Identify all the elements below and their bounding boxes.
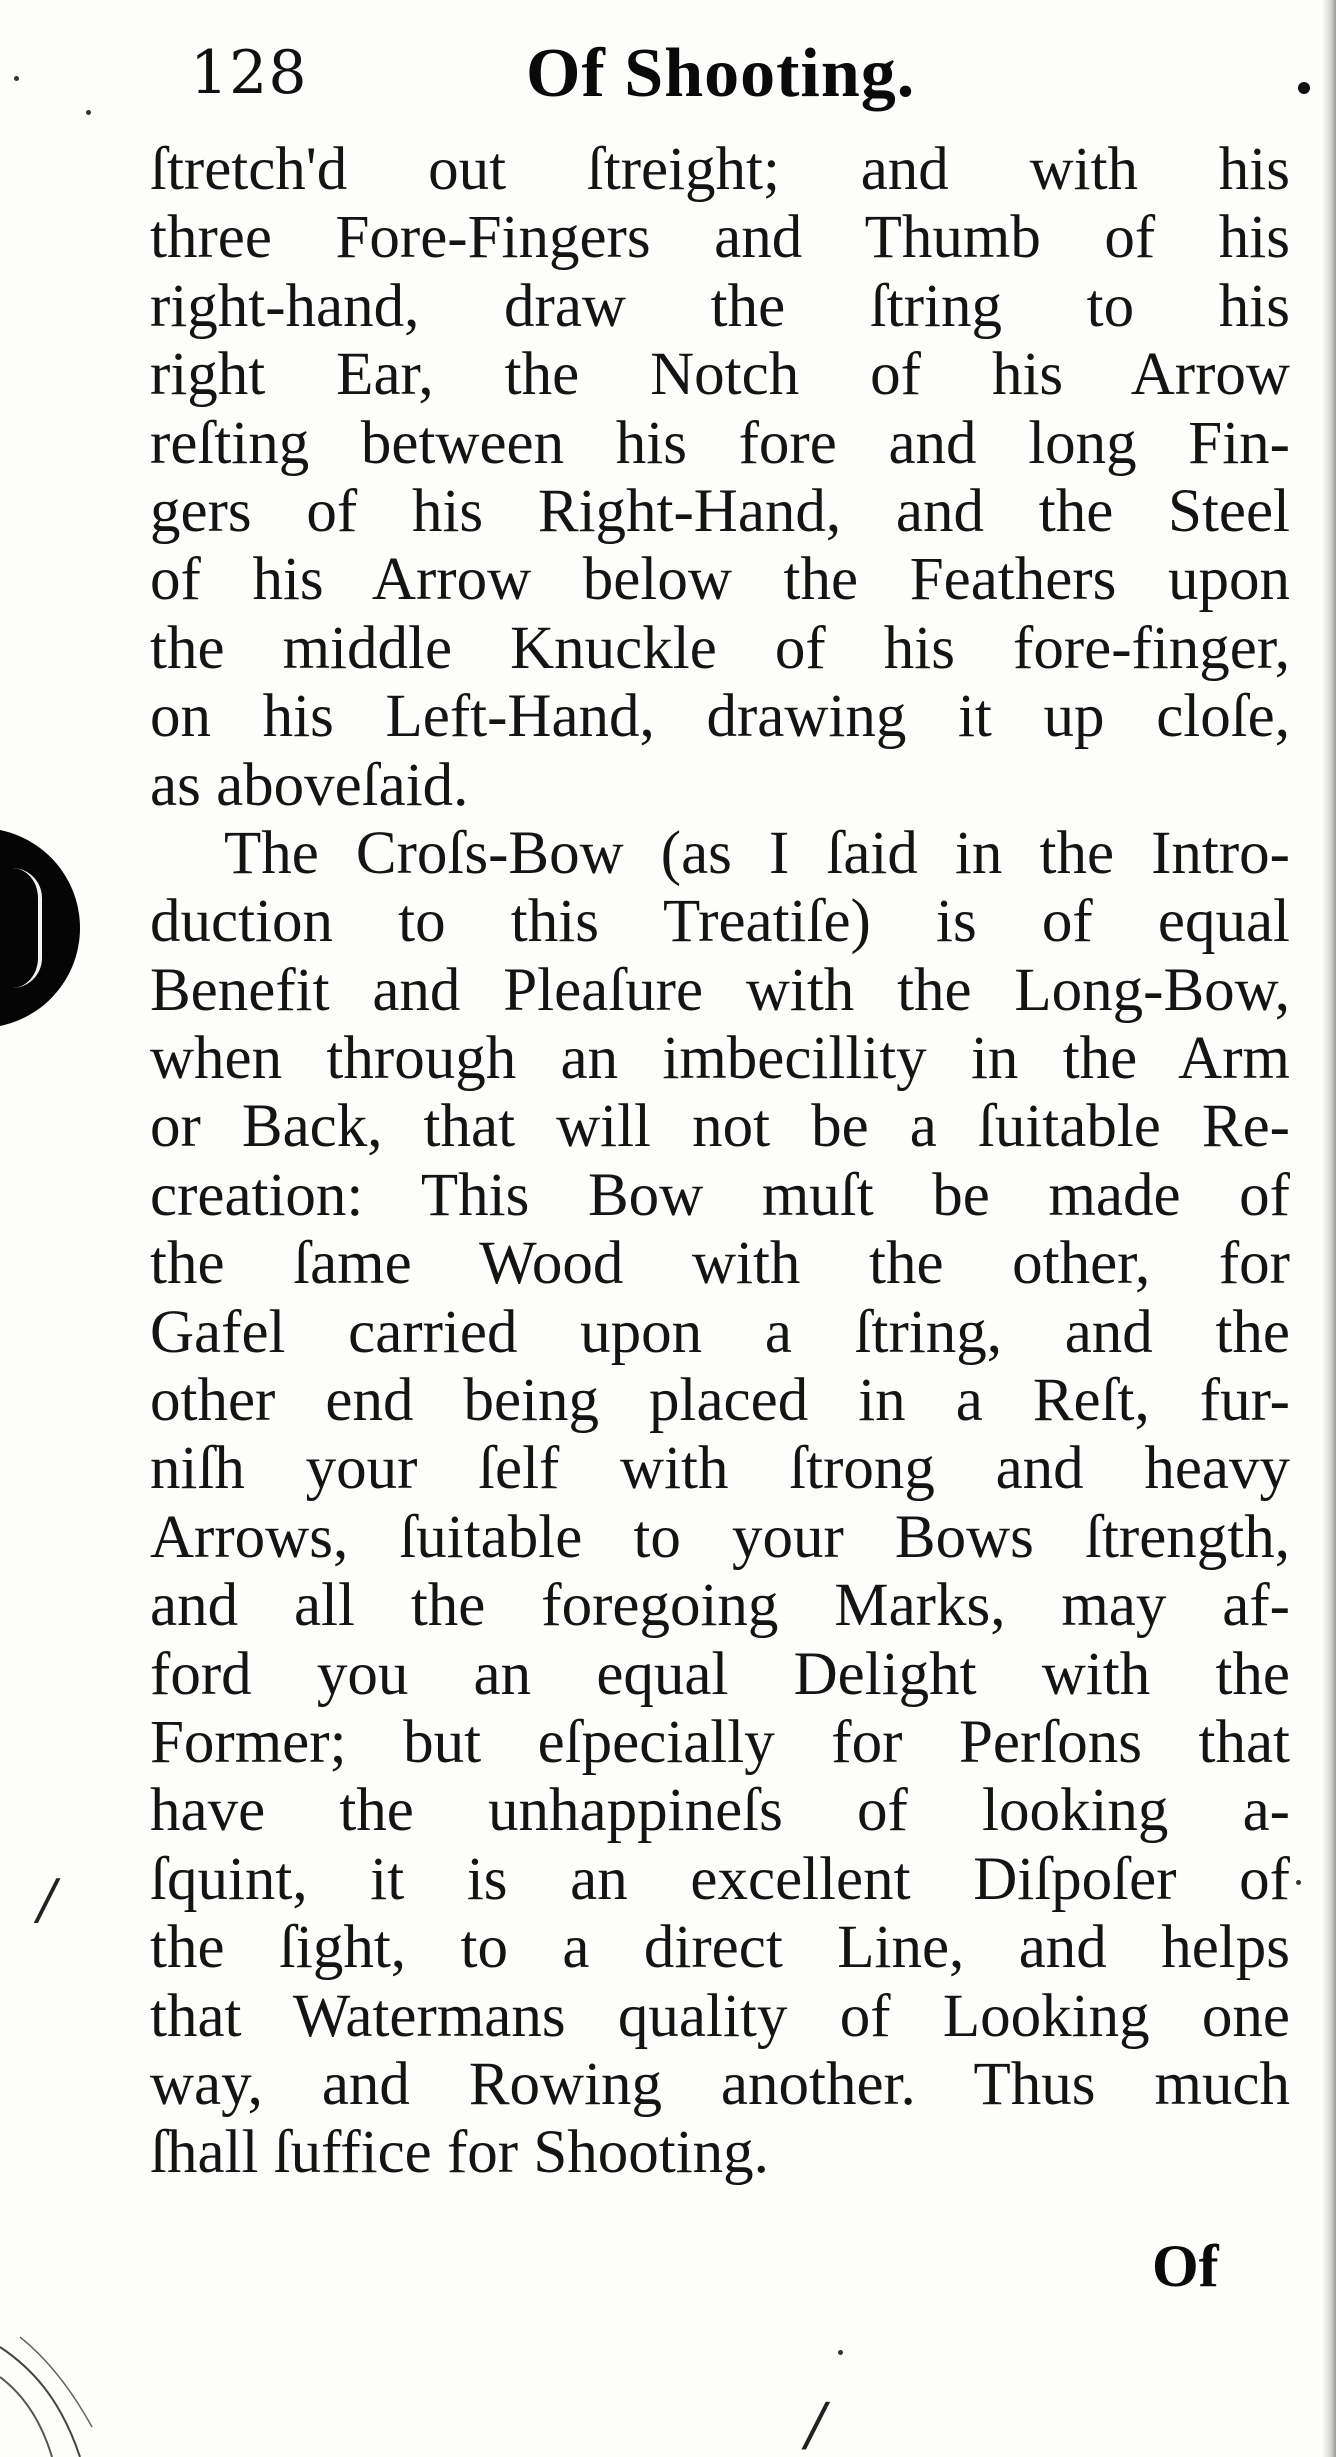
text-line: right Ear, the Notch of his Arrow <box>150 341 1290 409</box>
text-line: niſh your ſelf with ſtrong and heavy <box>150 1435 1290 1503</box>
ink-speck <box>14 76 19 81</box>
ink-speck <box>86 110 91 115</box>
margin-pencil-mark: / <box>38 1868 57 1931</box>
text-line: or Back, that will not be a ſuitable Re- <box>150 1093 1290 1161</box>
text-line: that Watermans quality of Looking one <box>150 1982 1290 2050</box>
bottom-pencil-mark: / <box>806 2390 826 2457</box>
text-line: right-hand, draw the ſtring to his <box>150 272 1290 340</box>
text-line: other end being placed in a Reſt, fur- <box>150 1367 1290 1435</box>
text-line: Benefit and Pleaſure with the Long-Bow, <box>150 956 1290 1024</box>
text-line: Gafel carried upon a ſtring, and the <box>150 1298 1290 1366</box>
text-line: three Fore-Fingers and Thumb of his <box>150 204 1290 272</box>
ink-speck <box>1296 1880 1301 1885</box>
catchword: Of <box>1152 2233 1219 2299</box>
text-line: way, and Rowing another. Thus much <box>150 2050 1290 2118</box>
text-line: the middle Knuckle of his fore-finger, <box>150 614 1290 682</box>
thumb-shadow <box>0 828 80 1028</box>
text-line: of his Arrow below the Feathers upon <box>150 546 1290 614</box>
page-curl-line <box>20 2337 92 2427</box>
paragraph-start-line: The Croſs-Bow (as I ſaid in the Intro- <box>224 819 1290 887</box>
text-line: when through an imbecillity in the Arm <box>150 1025 1290 1093</box>
text-line: ford you an equal Delight with the <box>150 1640 1290 1708</box>
text-line: reſting between his fore and long Fin- <box>150 409 1290 477</box>
text-line: Arrows, ſuitable to your Bows ſtrength, <box>150 1503 1290 1571</box>
text-line: Former; but eſpecially for Perſons that <box>150 1708 1290 1776</box>
page-curl-line <box>0 2347 80 2457</box>
text-line: as aboveſaid. <box>150 751 469 819</box>
text-line: ſquint, it is an excellent Diſpoſer of <box>150 1845 1290 1913</box>
text-line: have the unhappineſs of looking a- <box>150 1777 1290 1845</box>
text-line: the ſight, to a direct Line, and helps <box>150 1914 1290 1982</box>
page-number: 128 <box>190 38 308 108</box>
text-line: and all the foregoing Marks, may af- <box>150 1572 1290 1640</box>
text-line: ſtretch'd out ſtreight; and with his <box>150 136 1290 203</box>
page-header <box>190 34 1250 134</box>
text-line: gers of his Right-Hand, and the Steel <box>150 477 1290 545</box>
text-line: ſhall ſuffice for Shooting. <box>150 2119 769 2187</box>
page-edge-shadow <box>1322 0 1336 2457</box>
text-line: on his Left-Hand, drawing it up cloſe, <box>150 683 1290 751</box>
text-line: duction to this Treatiſe) is of equal <box>150 888 1290 956</box>
text-line: creation: This Bow muſt be made of <box>150 1161 1290 1229</box>
running-head: Of Shooting. <box>526 35 916 112</box>
text-line: the ſame Wood with the other, for <box>150 1230 1290 1298</box>
body-text <box>150 136 1290 2188</box>
page-curl-lines <box>0 2297 1336 2457</box>
ink-dot <box>1298 82 1310 94</box>
